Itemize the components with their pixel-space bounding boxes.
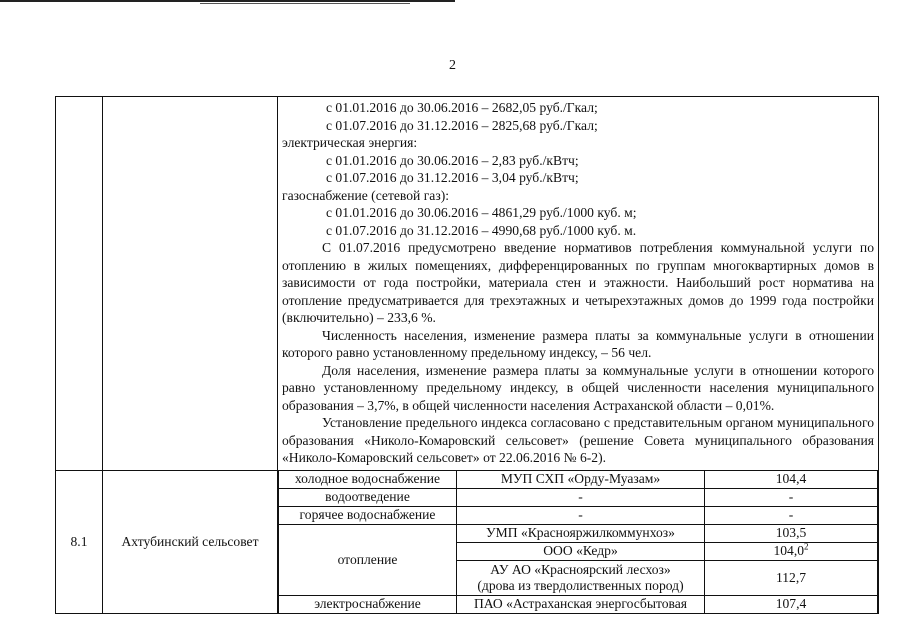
index-value: 103,5 [705,524,878,542]
cell-number-empty [56,97,103,471]
service-row [279,471,878,489]
tariff-line: с 01.07.2016 до 31.12.2016 – 4990,68 руб./1000 куб. м. [326,222,637,238]
service-name: холодное водоснабжение [279,471,457,489]
service-row [279,524,878,542]
tariff-heading: газоснабжение (сетевой газ): [282,187,449,203]
index-value-number: 104,0 [773,543,805,558]
service-name: электроснабжение [279,595,457,613]
paragraph-population-share: Доля населения, изменение размера платы за коммунальные услуги в отношении которого равно установленному предельному индексу, в общей численности населения муниципального образования – 3,7%, в общей численности населения Астраханской области – 0,01%. [282,362,874,413]
service-name: водоотведение [279,488,457,506]
tariff-heading: электрическая энергия: [282,135,418,150]
cell-services [278,470,879,613]
table-row-8-1 [56,470,879,613]
table-row-continuation [56,97,879,471]
index-value: 107,4 [705,595,878,613]
top-rule-secondary [200,3,410,4]
service-row [279,595,878,613]
paragraph-population-count: Численность населения, изменение размера платы за коммунальные услуги в отношении которого равно установленному предельному индексу, – 56 чел. [282,327,874,360]
provider-name [457,560,705,595]
index-value: - [705,506,878,524]
provider-name: - [457,488,705,506]
service-name: отопление [279,524,457,595]
page-number: 2 [449,58,456,73]
provider-name: УМП «Краснояржилкоммунхоз» [457,524,705,542]
service-name: горячее водоснабжение [279,506,457,524]
document-table [55,96,879,614]
service-row [279,506,878,524]
footnote-marker: 2 [804,541,809,552]
text-block [278,97,878,470]
paragraph-agreement: Установление предельного индекса согласовано с представительным органом муниципального образования «Николо-Комаровский сельсовет» (решение Совета муниципального образования «Николо-Комаровский сельсовет» от 22.06.2016 № 6-2). [282,415,874,465]
cell-name-empty [103,97,278,471]
paragraph-normatives: С 01.07.2016 предусмотрено введение нормативов потребления коммунальной услуги по отоплению в жилых помещениях, дифференцированных по группам многоквартирных домов в зависимости от года постройки, материала стен и этажности. Наибольший рост норматива на отопление предусматривается для трехэтажных и четырехэтажных домов до 1999 года постройки (включительно) – 233,6 %. [282,240,874,325]
tariff-line: с 01.01.2016 до 30.06.2016 – 2,83 руб./кВтч; [326,152,579,168]
services-table [278,471,878,613]
provider-name: - [457,506,705,524]
service-row [279,488,878,506]
tariff-line: с 01.01.2016 до 30.06.2016 – 2682,05 руб./Гкал; [326,100,598,115]
index-value: 112,7 [705,560,878,595]
row-number: 8.1 [56,470,103,613]
provider-name: МУП СХП «Орду-Муазам» [457,471,705,489]
cell-text-block [278,97,879,471]
provider-name-line2: (дрова из твердолиственных пород) [477,577,684,593]
tariff-line: с 01.01.2016 до 30.06.2016 – 4861,29 руб./1000 куб. м; [326,205,637,220]
tariff-line: с 01.07.2016 до 31.12.2016 – 2825,68 руб./Гкал; [326,117,598,133]
index-value [705,542,878,560]
provider-name: ПАО «Астраханская энергосбытовая [457,595,705,613]
index-value: 104,4 [705,471,878,489]
provider-name: ООО «Кедр» [457,542,705,560]
tariff-line: с 01.07.2016 до 31.12.2016 – 3,04 руб./кВтч; [326,170,579,185]
provider-name-line1: АУ АО «Красноярский лесхоз» [490,561,671,577]
index-value: - [705,488,878,506]
top-rule [0,0,455,2]
municipality-name: Ахтубинский сельсовет [103,470,278,613]
